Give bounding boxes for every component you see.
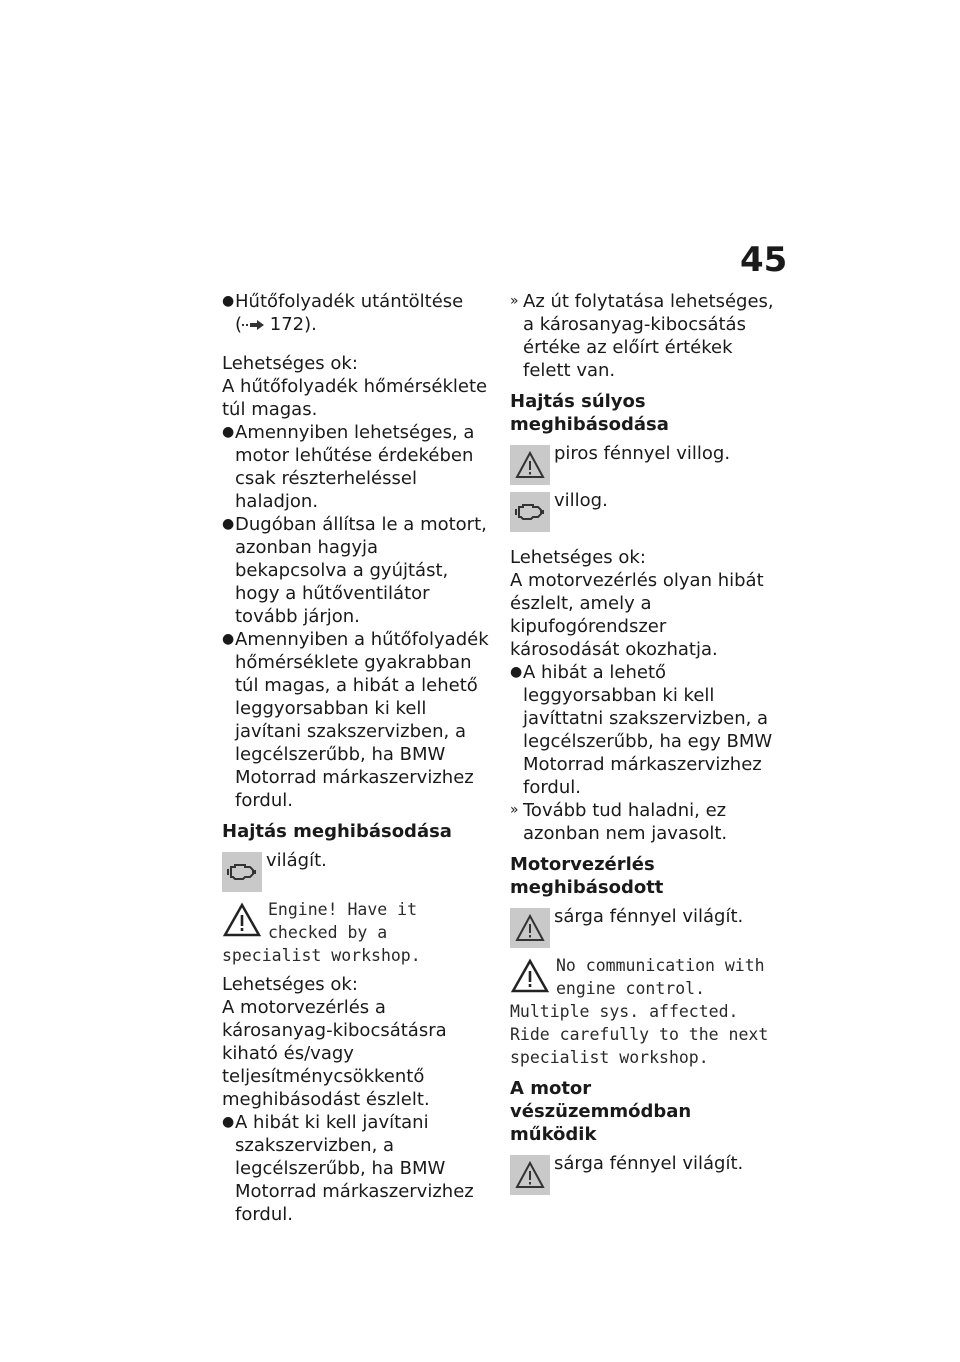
list-item: ● A hibát a lehető leggyorsabban ki kell javíttatni szakszervizben, a legcélszerűbb, ha egy BMW Motorrad márkaszervizhez fordul.	[510, 662, 773, 798]
warning-triangle-icon	[510, 956, 550, 996]
cause-label: Lehetséges ok:	[222, 974, 358, 995]
list-item: ● Dugóban állítsa le a motort, azonban hagyja bekapcsolva a gyújtást, hogy a hűtőventilátor tovább járjon.	[222, 514, 487, 627]
list-item: » Az út folytatása lehetséges, a károsanyag-kibocsátás értéke az előírt értékek felett van.	[510, 291, 774, 381]
engine-check-icon	[222, 852, 262, 892]
section-heading: Motorvezérlés meghibásodott	[510, 854, 664, 898]
left-column	[222, 290, 494, 1226]
warning-triangle-icon	[222, 900, 262, 940]
page-number: 45	[740, 240, 788, 280]
list-item: ● Hűtőfolyadék utántöltése ( 172).	[222, 291, 464, 335]
cause-text: A hűtőfolyadék hőmérséklete túl magas.	[222, 376, 488, 420]
cause-text: A motorvezérlés olyan hibát észlelt, amely a kipufogórendszer károsodását okozhatja.	[510, 570, 764, 660]
display-message: Engine! Have it checked by a specialist workshop.	[222, 900, 421, 965]
cause-label: Lehetséges ok:	[510, 547, 646, 568]
list-item: » Tovább tud haladni, ez azonban nem javasolt.	[510, 800, 728, 844]
list-item: ● Amennyiben a hűtőfolyadék hőmérséklete gyakrabban túl magas, a hibát a lehető leggyorsabban ki kell javítani szakszervizben, a legcélszerűbb, ha BMW Motorrad márkaszervizhez fordul.	[222, 629, 489, 811]
page-reference-arrow-icon	[242, 319, 264, 333]
list-item: ● A hibát ki kell javítani szakszervizben, a legcélszerűbb, ha BMW Motorrad márkaszervizhez fordul.	[222, 1112, 474, 1225]
indicator-row: villog.	[510, 489, 775, 532]
warning-triangle-icon	[510, 445, 550, 485]
engine-check-icon	[510, 492, 550, 532]
section-heading: A motor vészüzemmódban működik	[510, 1078, 692, 1145]
indicator-row: világít.	[222, 849, 494, 892]
cause-text: A motorvezérlés a károsanyag-kibocsátásra kiható és/vagy teljesítménycsökkentő meghibásodást észlelt.	[222, 997, 447, 1110]
warning-triangle-icon	[510, 1155, 550, 1195]
indicator-row: sárga fénnyel világít.	[510, 1152, 775, 1195]
list-item: ● Amennyiben lehetséges, a motor lehűtése érdekében csak részterheléssel haladjon.	[222, 422, 475, 512]
cause-label: Lehetséges ok:	[222, 353, 358, 374]
indicator-row: sárga fénnyel világít.	[510, 905, 775, 948]
section-heading: Hajtás meghibásodása	[222, 821, 452, 842]
display-message: No communication with engine control. Multiple sys. affected. Ride carefully to the next specialist workshop.	[510, 956, 769, 1067]
indicator-row: piros fénnyel villog.	[510, 442, 775, 485]
right-column	[510, 290, 775, 1199]
warning-triangle-icon	[510, 908, 550, 948]
section-heading: Hajtás súlyos meghibásodása	[510, 391, 669, 435]
